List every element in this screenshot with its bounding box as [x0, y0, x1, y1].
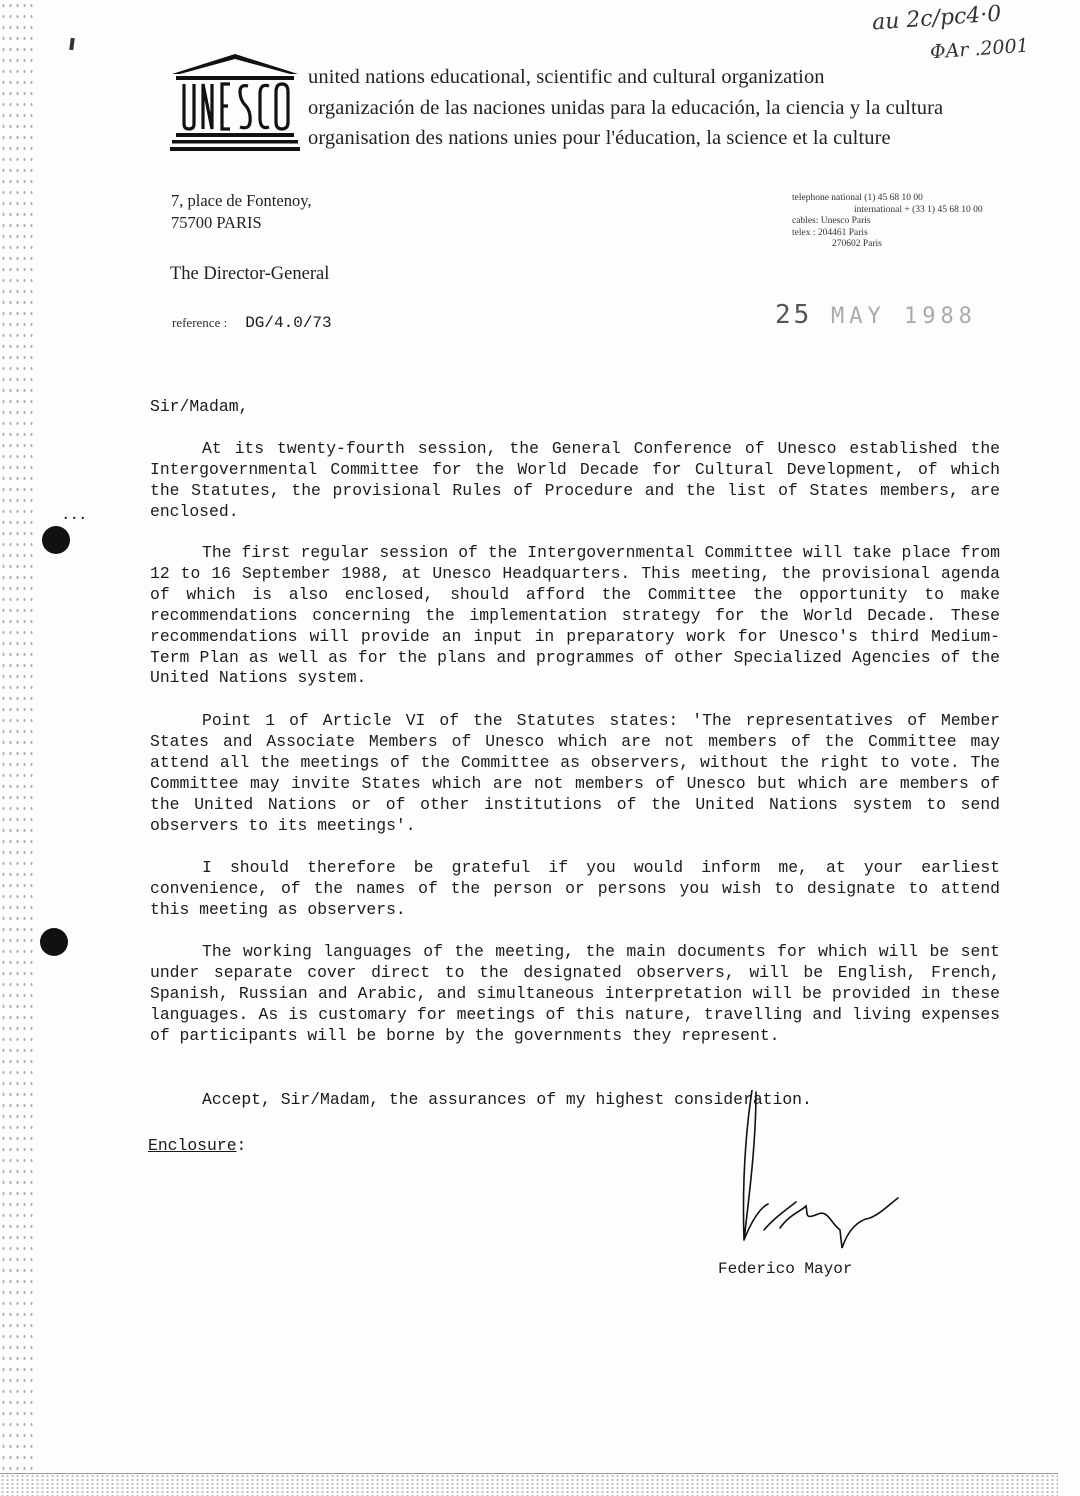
- scan-mark: [69, 38, 75, 50]
- margin-ellipsis: ...: [64, 508, 90, 523]
- unesco-logo-icon: [170, 52, 300, 152]
- closing-line: Accept, Sir/Madam, the assurances of my highest consideration.: [202, 1090, 812, 1109]
- reference-label: reference :: [172, 315, 228, 330]
- sender-title: The Director-General: [170, 264, 330, 284]
- paragraph-5: The working languages of the meeting, the main documents for which will be sent under separate cover direct to the designated observers, will be English, French, Spanish, Russian and Arabic, and simultaneous interpretation will be provided in these languages. As is customary for meetings of this nature, travelling and living expenses of participants will be borne by the governments they represent.: [150, 942, 1000, 1045]
- org-name-spanish: organización de las naciones unidas para la educación, la ciencia y la cultura: [308, 96, 944, 119]
- date-stamp: [775, 300, 977, 330]
- org-name-english: united nations educational, scientific and cultural organization: [308, 66, 825, 88]
- handwritten-note-line1: au 2c/pc4·0: [871, 1, 1003, 36]
- reference-line: [172, 314, 332, 332]
- handwritten-note-line2: ΦAr .2001: [929, 34, 1030, 64]
- org-name-french: organisation des nations unies pour l'éducation, la science et la culture: [308, 127, 891, 149]
- punch-hole-bottom: [40, 928, 68, 956]
- date-stamp-day: 25: [775, 300, 813, 330]
- telephone-international: international + (33 1) 45 68 10 00: [854, 204, 983, 215]
- salutation: Sir/Madam,: [150, 397, 249, 416]
- telephone-national: telephone national (1) 45 68 10 00: [792, 193, 923, 203]
- enclosure-colon: :: [236, 1136, 247, 1155]
- scan-bottom-artifact: [0, 1473, 1058, 1496]
- address-line-1: 7, place de Fontenoy,: [171, 191, 312, 210]
- address-line-2: 75700 PARIS: [171, 213, 262, 232]
- reference-value: DG/4.0/73: [245, 314, 332, 332]
- signer-name: Federico Mayor: [718, 1260, 853, 1278]
- paragraph-2: The first regular session of the Intergovernmental Committee will take place from 12 to 16 September 1988, at Unesco Headquarters. This meeting, the provisional agenda of which is also enclosed, should afford the Committee the opportunity to make recommendations concerning the implementation strategy for the World Decade. These recommendations will provide an input in preparatory work for Unesco's third Medium-Term Plan as well as for the plans and programmes of other Specialized Agencies of the United Nations system.: [150, 543, 1000, 688]
- telex-2: 270602 Paris: [832, 239, 882, 249]
- sender-address: [171, 190, 312, 234]
- signature-icon: [730, 1090, 930, 1270]
- punch-hole-top: [42, 526, 70, 554]
- telex-1: telex : 204461 Paris: [792, 227, 868, 238]
- paragraph-1: At its twenty-fourth session, the General Conference of Unesco established the Intergovernmental Committee for the World Decade for Cultural Development, of which the Statutes, the provisional Rules of Procedure and the list of States members, are enclosed.: [150, 439, 1000, 521]
- cables: cables: Unesco Paris: [792, 216, 871, 226]
- enclosure-label: Enclosure: [148, 1136, 237, 1155]
- paragraph-4: I should therefore be grateful if you would inform me, at your earliest convenience, of the names of the person or persons you wish to designate to attend this meeting as observers.: [150, 858, 1000, 919]
- organization-name-block: [308, 62, 943, 154]
- enclosure-line: [148, 1136, 246, 1155]
- contact-block: [792, 193, 983, 251]
- paragraph-3: Point 1 of Article VI of the Statutes states: 'The representatives of Member States and Associate Members of Unesco which are not members of the Committee may attend all the meetings of the Committee as observers, without the right to vote. The Committee may invite States which are not members of Unesco but which are members of the United Nations or of other institutions of the United Nations system to send observers to its meetings'.: [150, 711, 1000, 835]
- date-stamp-month-year: MAY 1988: [830, 304, 977, 329]
- scan-edge-artifact: [0, 0, 34, 1470]
